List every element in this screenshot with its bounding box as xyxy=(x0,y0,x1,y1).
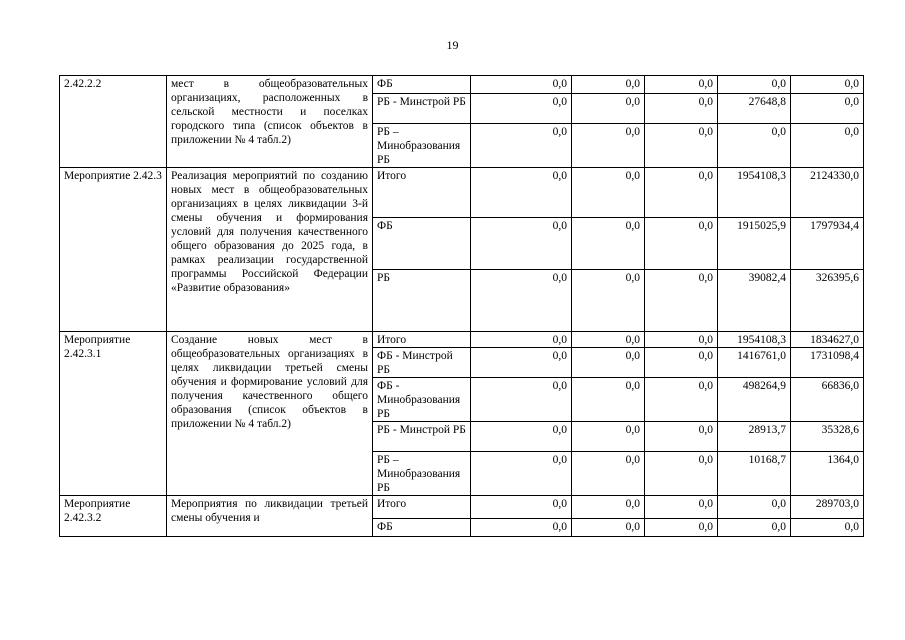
funding-source: РБ - Минстрой РБ xyxy=(373,422,471,452)
value-cell: 0,0 xyxy=(471,452,572,496)
value-cell: 0,0 xyxy=(572,94,645,124)
value-cell: 0,0 xyxy=(471,519,572,537)
funding-source: Итого xyxy=(373,168,471,218)
value-cell: 0,0 xyxy=(718,124,791,168)
value-cell: 39082,4 xyxy=(718,270,791,332)
funding-source: ФБ xyxy=(373,76,471,94)
event-code: Мероприятие 2.42.3 xyxy=(60,168,167,332)
value-cell: 0,0 xyxy=(791,76,864,94)
funding-source: Итого xyxy=(373,332,471,348)
value-cell: 1416761,0 xyxy=(718,348,791,378)
table-row xyxy=(60,332,864,348)
event-description: Мероприятия по ликвидации третьей смены обучения и xyxy=(167,496,373,537)
value-cell: 0,0 xyxy=(645,168,718,218)
value-cell: 0,0 xyxy=(645,270,718,332)
value-cell: 10168,7 xyxy=(718,452,791,496)
value-cell: 1915025,9 xyxy=(718,218,791,270)
value-cell: 0,0 xyxy=(572,124,645,168)
value-cell: 35328,6 xyxy=(791,422,864,452)
funding-source: ФБ - Минобразования РБ xyxy=(373,378,471,422)
funding-source: ФБ - Минстрой РБ xyxy=(373,348,471,378)
funding-source: РБ xyxy=(373,270,471,332)
value-cell: 0,0 xyxy=(471,496,572,519)
value-cell: 28913,7 xyxy=(718,422,791,452)
value-cell: 0,0 xyxy=(718,496,791,519)
funding-source: РБ – Минобразования РБ xyxy=(373,452,471,496)
value-cell: 0,0 xyxy=(572,218,645,270)
value-cell: 0,0 xyxy=(471,218,572,270)
funding-source: ФБ xyxy=(373,218,471,270)
event-code: 2.42.2.2 xyxy=(60,76,167,168)
funding-source: РБ – Минобразования РБ xyxy=(373,124,471,168)
table-row xyxy=(60,496,864,519)
event-description: Реализация мероприятий по созданию новых мест в общеобразовательных организациях в целях ликвидации 3-й смены обучения и формирования условий для получения качественного общего образования до 2025 года, в рамках реализации государственной программы Российской Федерации «Развитие образования» xyxy=(167,168,373,332)
value-cell: 0,0 xyxy=(645,496,718,519)
value-cell: 0,0 xyxy=(645,94,718,124)
value-cell: 0,0 xyxy=(471,94,572,124)
value-cell: 0,0 xyxy=(572,452,645,496)
value-cell: 0,0 xyxy=(572,422,645,452)
value-cell: 0,0 xyxy=(471,332,572,348)
value-cell: 0,0 xyxy=(572,168,645,218)
value-cell: 0,0 xyxy=(645,519,718,537)
value-cell: 0,0 xyxy=(791,519,864,537)
value-cell: 1797934,4 xyxy=(791,218,864,270)
event-description: Создание новых мест в общеобразовательных организациях в целях ликвидации третьей смены обучения и формирование условий для получения качественного общего образования (список объектов в приложении № 4 табл.2) xyxy=(167,332,373,496)
table-row xyxy=(60,168,864,218)
value-cell: 0,0 xyxy=(572,332,645,348)
value-cell: 0,0 xyxy=(645,452,718,496)
page-number: 19 xyxy=(446,38,459,52)
value-cell: 0,0 xyxy=(645,422,718,452)
value-cell: 27648,8 xyxy=(718,94,791,124)
value-cell: 0,0 xyxy=(471,422,572,452)
value-cell: 0,0 xyxy=(471,378,572,422)
value-cell: 0,0 xyxy=(645,218,718,270)
value-cell: 1954108,3 xyxy=(718,332,791,348)
value-cell: 0,0 xyxy=(572,378,645,422)
value-cell: 0,0 xyxy=(645,124,718,168)
value-cell: 0,0 xyxy=(718,519,791,537)
value-cell: 326395,6 xyxy=(791,270,864,332)
value-cell: 0,0 xyxy=(471,76,572,94)
value-cell: 0,0 xyxy=(645,332,718,348)
value-cell: 0,0 xyxy=(572,519,645,537)
value-cell: 1834627,0 xyxy=(791,332,864,348)
value-cell: 0,0 xyxy=(645,348,718,378)
value-cell: 0,0 xyxy=(645,76,718,94)
table-row xyxy=(60,76,864,94)
value-cell: 0,0 xyxy=(572,496,645,519)
event-description: мест в общеобразовательных организациях, расположенных в сельской местности и поселках городского типа (список объектов в приложении № 4 табл.2) xyxy=(167,76,373,168)
value-cell: 0,0 xyxy=(572,76,645,94)
value-cell: 0,0 xyxy=(572,348,645,378)
value-cell: 0,0 xyxy=(471,124,572,168)
funding-source: ФБ xyxy=(373,519,471,537)
value-cell: 0,0 xyxy=(791,124,864,168)
value-cell: 0,0 xyxy=(645,378,718,422)
value-cell: 66836,0 xyxy=(791,378,864,422)
budget-table xyxy=(59,75,864,537)
value-cell: 0,0 xyxy=(791,94,864,124)
value-cell: 0,0 xyxy=(718,76,791,94)
event-code: Мероприятие 2.42.3.1 xyxy=(60,332,167,496)
value-cell: 0,0 xyxy=(471,168,572,218)
value-cell: 1364,0 xyxy=(791,452,864,496)
value-cell: 498264,9 xyxy=(718,378,791,422)
value-cell: 0,0 xyxy=(572,270,645,332)
value-cell: 0,0 xyxy=(471,348,572,378)
value-cell: 0,0 xyxy=(471,270,572,332)
event-code: Мероприятие 2.42.3.2 xyxy=(60,496,167,537)
value-cell: 1954108,3 xyxy=(718,168,791,218)
funding-source: Итого xyxy=(373,496,471,519)
value-cell: 2124330,0 xyxy=(791,168,864,218)
value-cell: 1731098,4 xyxy=(791,348,864,378)
funding-source: РБ - Минстрой РБ xyxy=(373,94,471,124)
value-cell: 289703,0 xyxy=(791,496,864,519)
